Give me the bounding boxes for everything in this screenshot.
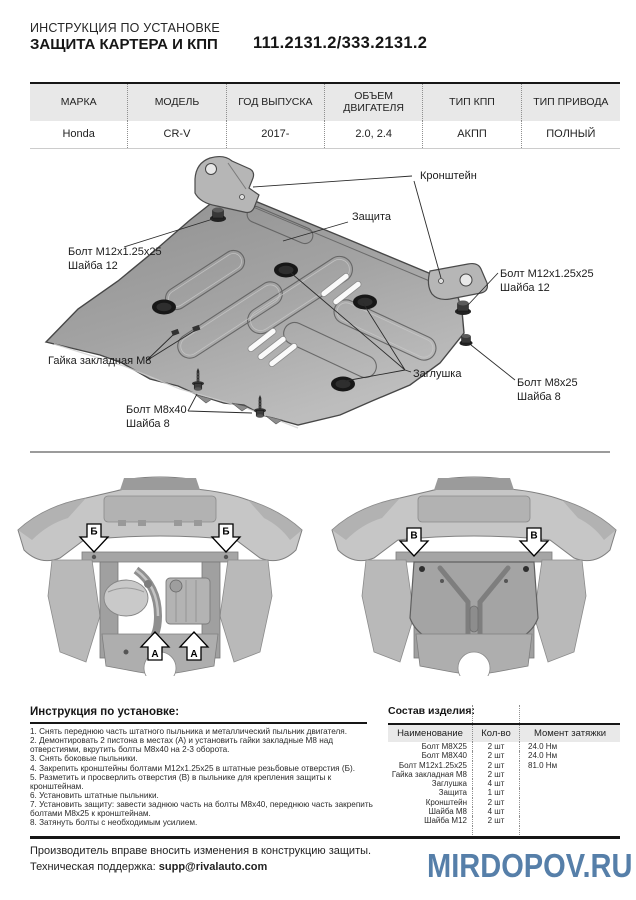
instructions-title: Инструкция по установке: xyxy=(30,706,180,718)
parts-row: Кронштейн 2 шт xyxy=(388,798,620,807)
manufacturer-note: Производитель вправе вносить изменения в конструкцию защиты. xyxy=(30,845,372,857)
instruction-step: 4. Закрепить кронштейны болтами М12х1.25х25 в штатные резьбовые отверстия (Б). xyxy=(30,763,355,773)
svg-text:Б: Б xyxy=(222,526,230,538)
parts-header-row xyxy=(388,723,620,742)
label-bolt-m8x40: Болт М8х40 Шайба 8 xyxy=(126,404,187,430)
spec-col-gearbox: ТИП КПП xyxy=(423,84,521,121)
spec-engine: 2.0, 2.4 xyxy=(325,121,423,148)
page-title: ЗАЩИТА КАРТЕРА И КПП xyxy=(30,36,218,53)
bolt-m8x25-item xyxy=(460,334,473,346)
label-bracket: Кронштейн xyxy=(420,170,477,182)
part-numbers: 111.2131.2/333.2131.2 xyxy=(253,34,428,52)
spec-col-model: МОДЕЛЬ xyxy=(128,84,226,121)
label-embed-nut: Гайка закладная М8 xyxy=(48,355,152,367)
footer-rule xyxy=(30,836,620,839)
instructions-title-rule xyxy=(30,722,367,724)
spec-model: CR-V xyxy=(128,121,226,148)
spec-col-brand: МАРКА xyxy=(30,84,128,121)
parts-row: Шайба М12 2 шт xyxy=(388,816,620,825)
instruction-step: 1. Снять переднюю часть штатного пыльника и металлический пыльник двигателя. xyxy=(30,727,347,736)
parts-row: Болт М12х1.25х25 2 шт 81.0 Нм xyxy=(388,761,620,770)
instruction-step: 6. Установить штатные пыльники. xyxy=(30,791,159,801)
instruction-step: 8. Затянуть болты с необходимым усилием. xyxy=(30,818,198,828)
spec-col-year: ГОД ВЫПУСКА xyxy=(227,84,325,121)
spec-gearbox: АКПП xyxy=(423,121,521,148)
parts-title-row xyxy=(388,705,620,723)
parts-row: Болт М8Х40 2 шт 24.0 Нм xyxy=(388,751,620,760)
doc-type-line: ИНСТРУКЦИЯ ПО УСТАНОВКЕ xyxy=(30,21,220,35)
parts-col-torque: Момент затяжки xyxy=(533,728,607,739)
label-shield: Защита xyxy=(352,211,391,223)
instruction-step: 7. Установить защиту: завести заднюю часть на болты М8х40, переднюю часть закрепить болтами М8х25 к кронштейнам. xyxy=(30,800,373,819)
car-underbody-before-illustration xyxy=(8,466,312,676)
skid-plate-exploded-illustration xyxy=(0,145,636,455)
instruction-step: 2. Демонтировать 2 пистона в местах (А) и установить гайки закладные М8 над отверстиями, вкрутить болты М8х40 на 2-3 оборота. xyxy=(30,736,334,755)
watermark: MIRDOPOV.RU xyxy=(426,847,632,884)
label-bolt-m12-left: Болт М12х1.25х25 Шайба 12 xyxy=(68,246,162,272)
support-email: supp@rivalauto.com xyxy=(158,861,268,873)
spec-table xyxy=(30,82,620,149)
instruction-step: 5. Разметить и просверлить отверстия (В) в пыльнике для крепления защиты к кронштейнам. xyxy=(30,772,332,791)
parts-row: Заглушка 4 шт xyxy=(388,779,620,788)
spec-drive: ПОЛНЫЙ xyxy=(546,127,596,140)
parts-row: Защита 1 шт xyxy=(388,788,620,797)
svg-text:Б: Б xyxy=(90,526,98,538)
svg-text:А: А xyxy=(151,649,159,660)
instruction-step: 3. Снять боковые пыльники. xyxy=(30,754,138,764)
parts-col-name: Наименование xyxy=(388,725,473,742)
svg-text:А: А xyxy=(190,649,198,660)
parts-row: Шайба М8 4 шт xyxy=(388,807,620,816)
spec-year: 2017- xyxy=(227,121,325,148)
instructions-list xyxy=(30,728,377,829)
support-line xyxy=(30,861,267,873)
label-bolt-m8x25: Болт М8х25 Шайба 8 xyxy=(517,377,578,403)
spec-table-data-row xyxy=(30,121,620,148)
spec-table-header-row xyxy=(30,84,620,121)
spec-col-drive: ТИП ПРИВОДА xyxy=(533,95,609,108)
parts-row: Гайка закладная М8 2 шт xyxy=(388,770,620,779)
section-divider xyxy=(30,451,610,453)
svg-text:В: В xyxy=(410,530,418,542)
spec-col-engine: ОБЪЕМ ДВИГАТЕЛЯ xyxy=(325,84,423,121)
parts-table xyxy=(388,705,620,837)
parts-title: Состав изделия: xyxy=(388,705,473,723)
car-underbody-after-illustration xyxy=(322,466,626,676)
label-plug: Заглушка xyxy=(413,368,462,380)
support-label: Техническая поддержка: xyxy=(30,861,159,873)
svg-text:В: В xyxy=(530,530,538,542)
parts-row: Болт М8Х25 2 шт 24.0 Нм xyxy=(388,742,620,751)
shield-plate-drawing xyxy=(46,190,464,428)
label-bolt-m12-right: Болт М12х1.25х25 Шайба 12 xyxy=(500,268,594,294)
parts-col-qty: Кол-во xyxy=(473,725,520,742)
spec-brand: Honda xyxy=(30,121,128,148)
bracket-top-left xyxy=(195,157,259,213)
